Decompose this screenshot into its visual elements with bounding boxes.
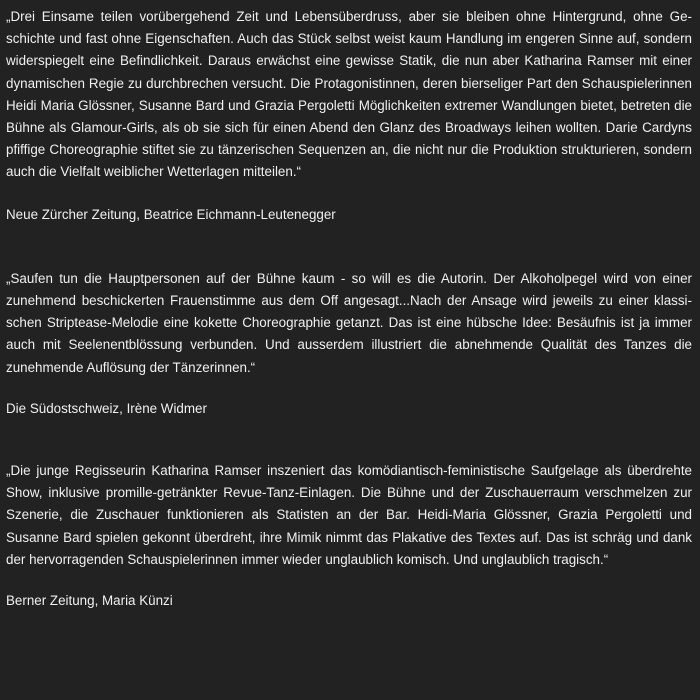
review-source: Berner Zeitung, Maria Künzi: [6, 593, 173, 609]
review-source: Die Südostschweiz, Irène Widmer: [6, 400, 207, 416]
review-source: Neue Zürcher Zeitung, Beatrice Eichmann-Leutenegger: [6, 206, 336, 222]
press-reviews: [6, 6, 692, 612]
review-berner-zeitung: [6, 460, 692, 612]
review-quote: „Die junge Regisseurin Katharina Ramser inszeniert das komödiantisch-feministische Saufgelage als überdrehte Show, inklusive promille-getränkter Revue-Tanz-Einlagen. Die Bühne und der Zuschauerraum verschmelzen zur Szenerie, die Zuschauer funktionieren als Statisten an der Bar. Heidi-Maria Glössner, Grazia Pergoletti und Susanne Bard spielen gekonnt überdreht, ihre Mimik nimmt das Plakative des Textes auf. Das ist schräg und dank der hervorragenden Schauspielerinnen immer wieder unglaublich komisch. Und unglaublich tragisch.“: [6, 463, 692, 567]
review-quote: „Drei Einsame teilen vorübergehend Zeit und Lebensüberdruss, aber sie bleiben ohne Hintergrund, ohne Geschichte und fast ohne Eigenschaften. Auch das Stück selbst weist kaum Handlung im engeren Sinne auf, sondern widerspiegelt eine Befindlichkeit. Daraus erwächst eine gewisse Statik, die nun aber Katharina Ramser mit einer dynamischen Regie zu durchbrechen versucht. Die Protagonistinnen, deren bierseliger Part den Schauspielerinnen Heidi Maria Glössner, Susanne Bard und Grazia Pergoletti Möglichkeiten extremer Wandlungen bietet, betreten die Bühne als Glamour-Girls, als ob sie sich für einen Abend den Glanz des Broadways leihen wollten. Darie Cardyns pfiffige Choreographie stiftet sie zu tänzerischen Sequenzen an, die nicht nur die Produktion strukturieren, sondern auch die Vielfalt weiblicher Wetterlagen mitteilen.“: [6, 9, 692, 180]
review-nzz: [6, 6, 692, 226]
review-quote: „Saufen tun die Hauptpersonen auf der Bühne kaum - so will es die Autorin. Der Alkoholpegel wird von einer zunehmend beschickerten Frauenstimme aus dem Off angesagt...Nach der Ansage wird jeweils zu einer klassischen Striptease-Melodie eine kokette Choreographie getanzt. Das ist eine hübsche Idee: Besäufnis ist ja immer auch mit Seelenentblössung verbunden. Und ausserdem illustriert die abnehmende Qualität des Tanzes die zunehmende Auflösung der Tänzerinnen.“: [6, 270, 692, 375]
review-suedostschweiz: [6, 268, 692, 420]
